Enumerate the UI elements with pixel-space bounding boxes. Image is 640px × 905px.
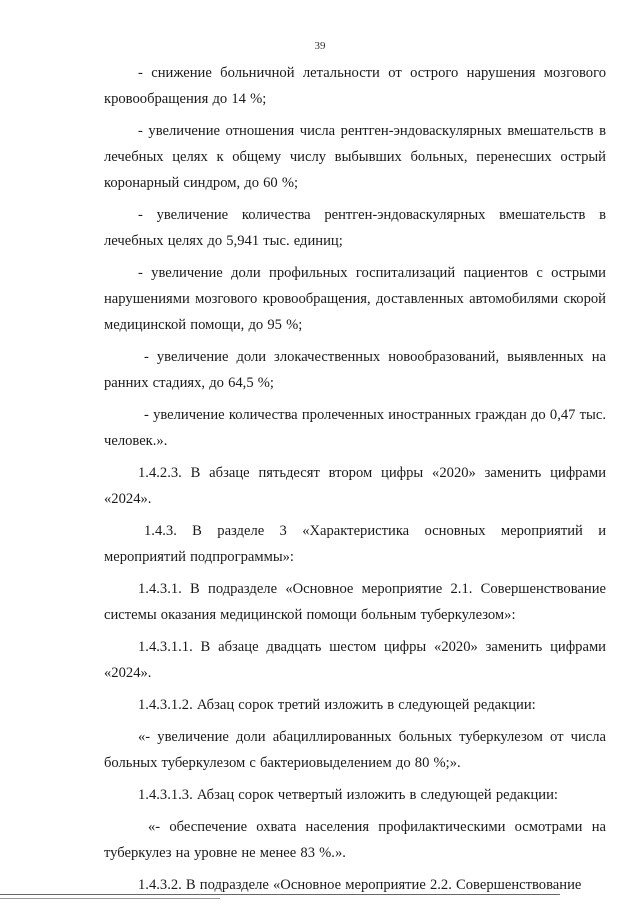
paragraph: - увеличение количества пролеченных иностранных граждан до 0,47 тыс. человек.».	[104, 407, 606, 449]
paragraph: - увеличение количества рентген-эндоваскулярных вмешательств в лечебных целях до 5,941 тыс. единиц;	[104, 207, 606, 249]
paragraph: 1.4.3. В разделе 3 «Характеристика основных мероприятий и мероприятий подпрограммы»:	[104, 523, 606, 565]
paragraph: 1.4.3.2. В подразделе «Основное мероприятие 2.2. Совершенствование	[138, 877, 582, 893]
paragraph: - увеличение отношения числа рентген-эндоваскулярных вмешательств в лечебных целях к общему числу выбывших больных, перенесших острый коронарный синдром, до 60 %;	[104, 123, 606, 191]
paragraph: «- обеспечение охвата населения профилактическими осмотрами на туберкулез на уровне не менее 83 %.».	[104, 819, 606, 861]
paragraph: 1.4.3.1.3. Абзац сорок четвертый изложить в следующей редакции:	[138, 787, 558, 803]
footer-divider	[0, 894, 560, 895]
paragraph: «- увеличение доли абациллированных больных туберкулезом от числа больных туберкулезом с бактериовыделением до 80 %;».	[104, 729, 606, 771]
paragraph: - снижение больничной летальности от острого нарушения мозгового кровообращения до 14 %;	[104, 65, 606, 107]
paragraph: 1.4.3.1.1. В абзаце двадцать шестом цифры «2020» заменить цифрами «2024».	[104, 639, 606, 681]
footer-divider-short	[0, 898, 220, 899]
paragraph: - увеличение доли злокачественных новообразований, выявленных на ранних стадиях, до 64,5 %;	[104, 349, 606, 391]
paragraph: 1.4.3.1.2. Абзац сорок третий изложить в следующей редакции:	[138, 697, 536, 713]
paragraph: 1.4.3.1. В подразделе «Основное мероприятие 2.1. Совершенствование системы оказания медицинской помощи больным туберкулезом»:	[104, 581, 606, 623]
page-number: 39	[314, 40, 326, 52]
paragraph: 1.4.2.3. В абзаце пятьдесят втором цифры «2020» заменить цифрами «2024».	[104, 465, 606, 507]
paragraph: - увеличение доли профильных госпитализаций пациентов с острыми нарушениями мозгового кровообращения, доставленных автомобилями скорой медицинской помощи, до 95 %;	[104, 265, 606, 333]
document-body	[104, 60, 606, 904]
